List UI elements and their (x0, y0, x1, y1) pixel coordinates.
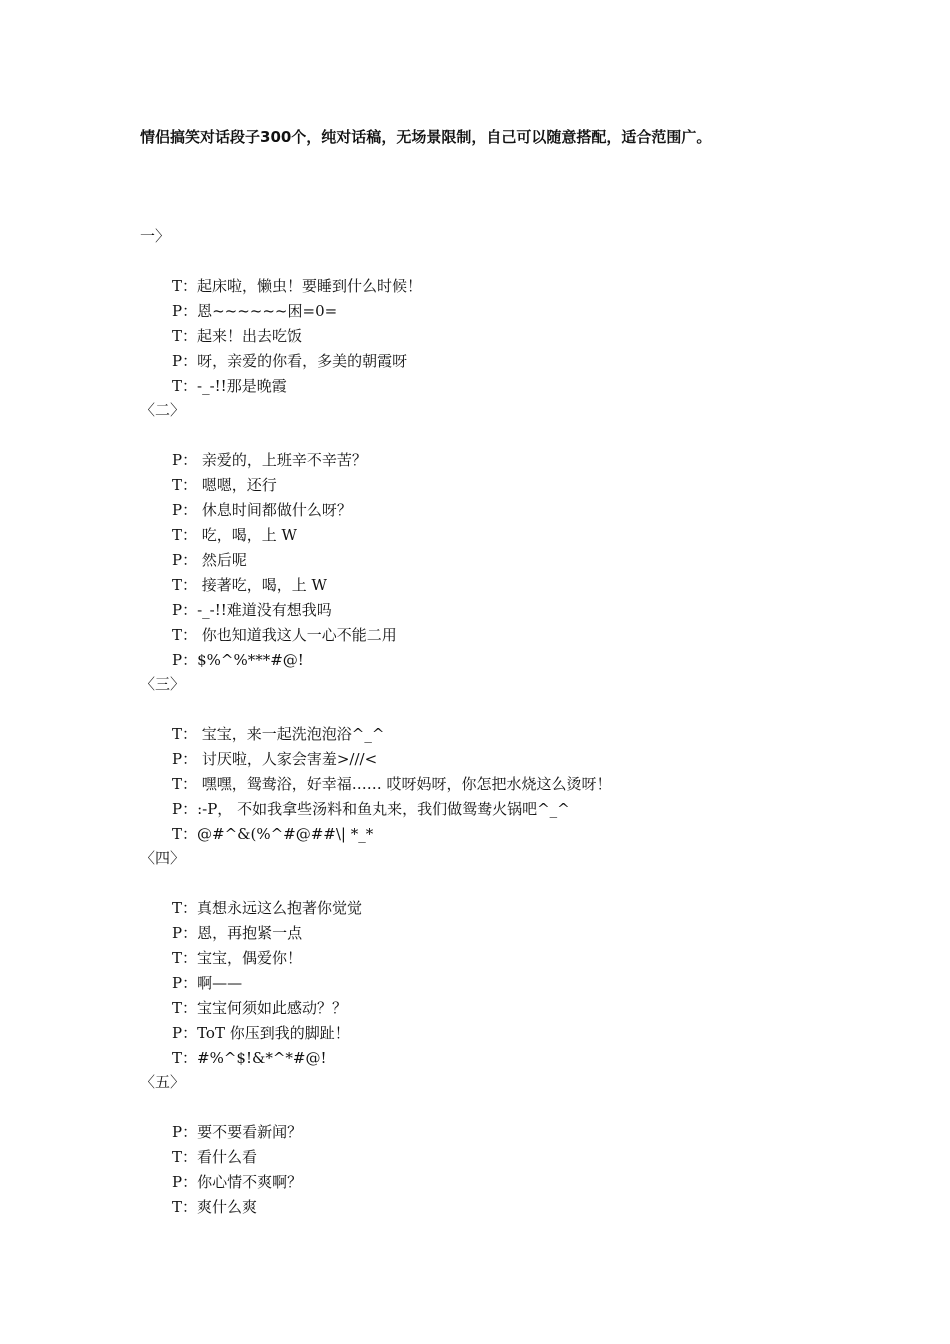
dialogue-line: T：宝宝何须如此感动？？ (172, 999, 348, 1017)
dialogue-line: T： 吃，喝，上 W (172, 526, 297, 544)
dialogue-line: T： 嗯嗯，还行 (172, 476, 277, 494)
dialogue-line: P：呀，亲爱的你看，多美的朝霞呀 (172, 352, 408, 370)
dialogue-line: T：@#^&(%^#@##\| *_* (172, 825, 374, 843)
dialogue-line: P：啊—— (172, 974, 243, 992)
section-heading: 一〉 (140, 227, 171, 245)
dialogue-line: P： 然后呢 (172, 551, 247, 569)
dialogue-line: T：#%^$!&*^*#@! (172, 1049, 327, 1067)
dialogue-lines (140, 448, 920, 673)
dialogue-section (140, 846, 920, 1071)
dialogue-section (140, 224, 920, 399)
dialogue-section (140, 398, 920, 673)
section-heading: 〈五〉 (140, 1073, 186, 1091)
dialogue-section (140, 1070, 920, 1220)
dialogue-line: T：起床啦，懒虫！要睡到什么时候！ (172, 277, 423, 295)
section-heading: 〈三〉 (140, 675, 186, 693)
dialogue-line: P：ToT 你压到我的脚趾！ (172, 1024, 350, 1042)
section-heading: 〈二〉 (140, 401, 186, 419)
dialogue-line: T： 嘿嘿，鸳鸯浴，好幸福…… 哎呀妈呀，你怎把水烧这么烫呀！ (172, 775, 612, 793)
dialogue-section (140, 672, 920, 847)
dialogue-line: T：宝宝，偶爱你！ (172, 949, 303, 967)
dialogue-line: T： 宝宝，来一起洗泡泡浴^_^ (172, 725, 385, 743)
section-heading: 〈四〉 (140, 849, 186, 867)
dialogue-line: P：恩~~~~~~困=0= (172, 302, 338, 320)
dialogue-line: P：-_-!!难道没有想我吗 (172, 601, 332, 619)
dialogue-line: T：爽什么爽 (172, 1198, 258, 1216)
dialogue-line: T： 接著吃，喝，上 W (172, 576, 327, 594)
dialogue-line: P：你心情不爽啊？ (172, 1173, 303, 1191)
document-title: 情侣搞笑对话段子300个，纯对话稿，无场景限制，自己可以随意搭配，适合范围广。 (140, 128, 712, 146)
dialogue-line: P： 休息时间都做什么呀？ (172, 501, 352, 519)
dialogue-lines (140, 1120, 920, 1220)
dialogue-line: T：起来！出去吃饭 (172, 327, 303, 345)
dialogue-line: P：:-P， 不如我拿些汤料和鱼丸来，我们做鸳鸯火锅吧^_^ (172, 800, 570, 818)
dialogue-line: T：看什么看 (172, 1148, 258, 1166)
dialogue-line: T： 你也知道我这人一心不能二用 (172, 626, 397, 644)
dialogue-line: P：要不要看新闻？ (172, 1123, 303, 1141)
dialogue-line: T：-_-!!那是晚霞 (172, 377, 287, 395)
dialogue-line: P：恩，再抱紧一点 (172, 924, 303, 942)
dialogue-line: T：真想永远这么抱著你觉觉 (172, 899, 363, 917)
dialogue-line: P：$%^%***#@! (172, 651, 304, 669)
dialogue-lines (140, 722, 920, 847)
dialogue-line: P： 亲爱的，上班辛不辛苦？ (172, 451, 367, 469)
dialogue-line: P： 讨厌啦，人家会害羞>///< (172, 750, 378, 768)
dialogue-lines (140, 274, 920, 399)
dialogue-lines (140, 896, 920, 1071)
